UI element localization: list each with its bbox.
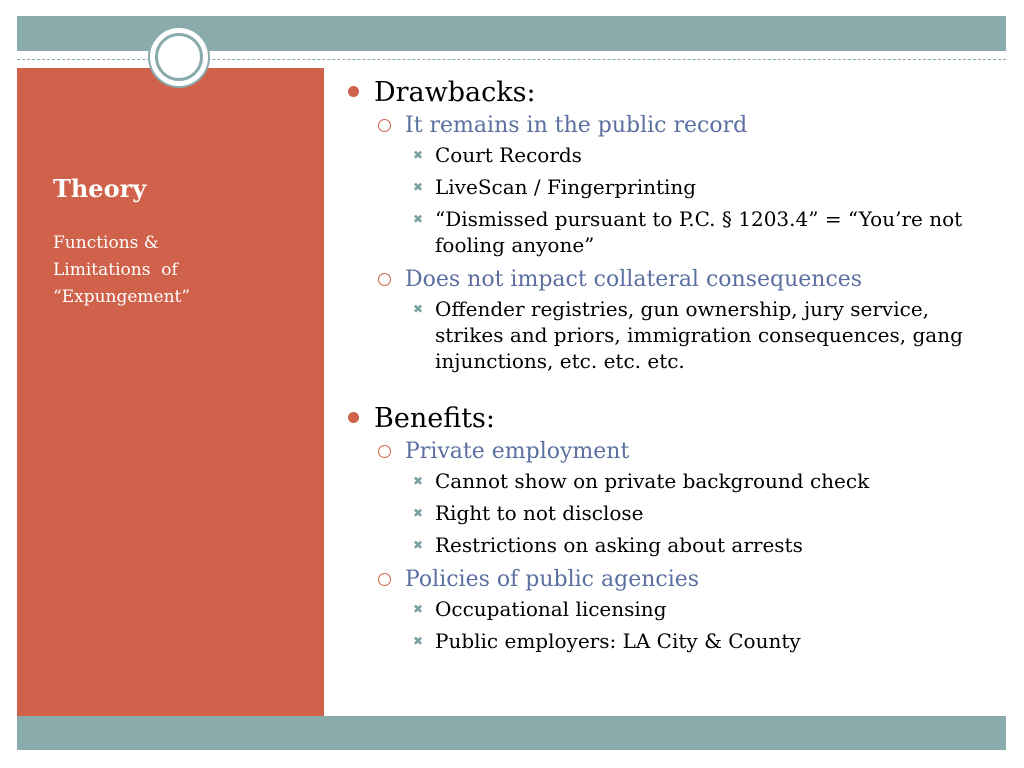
bullet-star-icon: ✖ — [413, 538, 424, 552]
sub-bullet-text: Policies of public agencies — [405, 567, 700, 592]
bullet-dot-icon — [348, 86, 359, 97]
sub-bullet-text: It remains in the public record — [405, 113, 748, 138]
spacer — [345, 380, 985, 402]
sub-bullet — [345, 564, 985, 596]
list-item — [345, 628, 985, 654]
bullet-dot-icon — [348, 412, 359, 423]
bullet-text: Benefits: — [374, 403, 495, 434]
list-item-text: Occupational licensing — [435, 597, 667, 621]
slide-title: Theory — [53, 174, 147, 203]
subtitle-line: “Expungement” — [53, 287, 191, 307]
bullet-ring-icon — [378, 573, 391, 586]
list-item — [345, 596, 985, 622]
list-item-text: “Dismissed pursuant to P.C. § 1203.4” = “You’re not fooling anyone” — [435, 207, 963, 257]
list-item-text: Cannot show on private background check — [435, 469, 870, 493]
bullet-ring-icon — [378, 273, 391, 286]
subtitle-line: Functions & — [53, 233, 159, 253]
bullet-ring-icon — [378, 445, 391, 458]
bullet-text: Drawbacks: — [374, 77, 536, 108]
bottom-band — [17, 716, 1006, 750]
bullet-star-icon: ✖ — [413, 180, 424, 194]
list-item-text: Right to not disclose — [435, 501, 644, 525]
bullet-star-icon: ✖ — [413, 212, 424, 226]
sub-bullet — [345, 110, 985, 142]
list-item — [345, 142, 985, 168]
sub-bullet — [345, 264, 985, 296]
slide-subtitle — [53, 230, 233, 311]
sub-bullet — [345, 436, 985, 468]
list-item — [345, 532, 985, 558]
list-item — [345, 296, 985, 374]
bullet-drawbacks — [345, 76, 985, 110]
list-item — [345, 206, 985, 258]
list-item-text: LiveScan / Fingerprinting — [435, 175, 697, 199]
list-item — [345, 500, 985, 526]
list-item-text: Restrictions on asking about arrests — [435, 533, 803, 557]
bullet-ring-icon — [378, 119, 391, 132]
content-body — [345, 76, 985, 660]
list-item — [345, 468, 985, 494]
bullet-star-icon: ✖ — [413, 148, 424, 162]
bullet-star-icon: ✖ — [413, 474, 424, 488]
list-item-text: Offender registries, gun ownership, jury service, strikes and priors, immigration consequences, gang injunctions, etc. etc. etc. — [435, 297, 963, 373]
sub-bullet-text: Private employment — [405, 439, 630, 464]
list-item-text: Court Records — [435, 143, 582, 167]
subtitle-line: Limitations of — [53, 260, 178, 280]
bullet-benefits — [345, 402, 985, 436]
bullet-star-icon: ✖ — [413, 302, 424, 316]
bullet-star-icon: ✖ — [413, 506, 424, 520]
emblem-ring — [155, 33, 203, 81]
list-item — [345, 174, 985, 200]
list-item-text: Public employers: LA City & County — [435, 629, 801, 653]
bullet-star-icon: ✖ — [413, 602, 424, 616]
circle-emblem-icon — [148, 26, 210, 88]
bullet-star-icon: ✖ — [413, 634, 424, 648]
sub-bullet-text: Does not impact collateral consequences — [405, 267, 863, 292]
sidebar — [17, 68, 324, 716]
